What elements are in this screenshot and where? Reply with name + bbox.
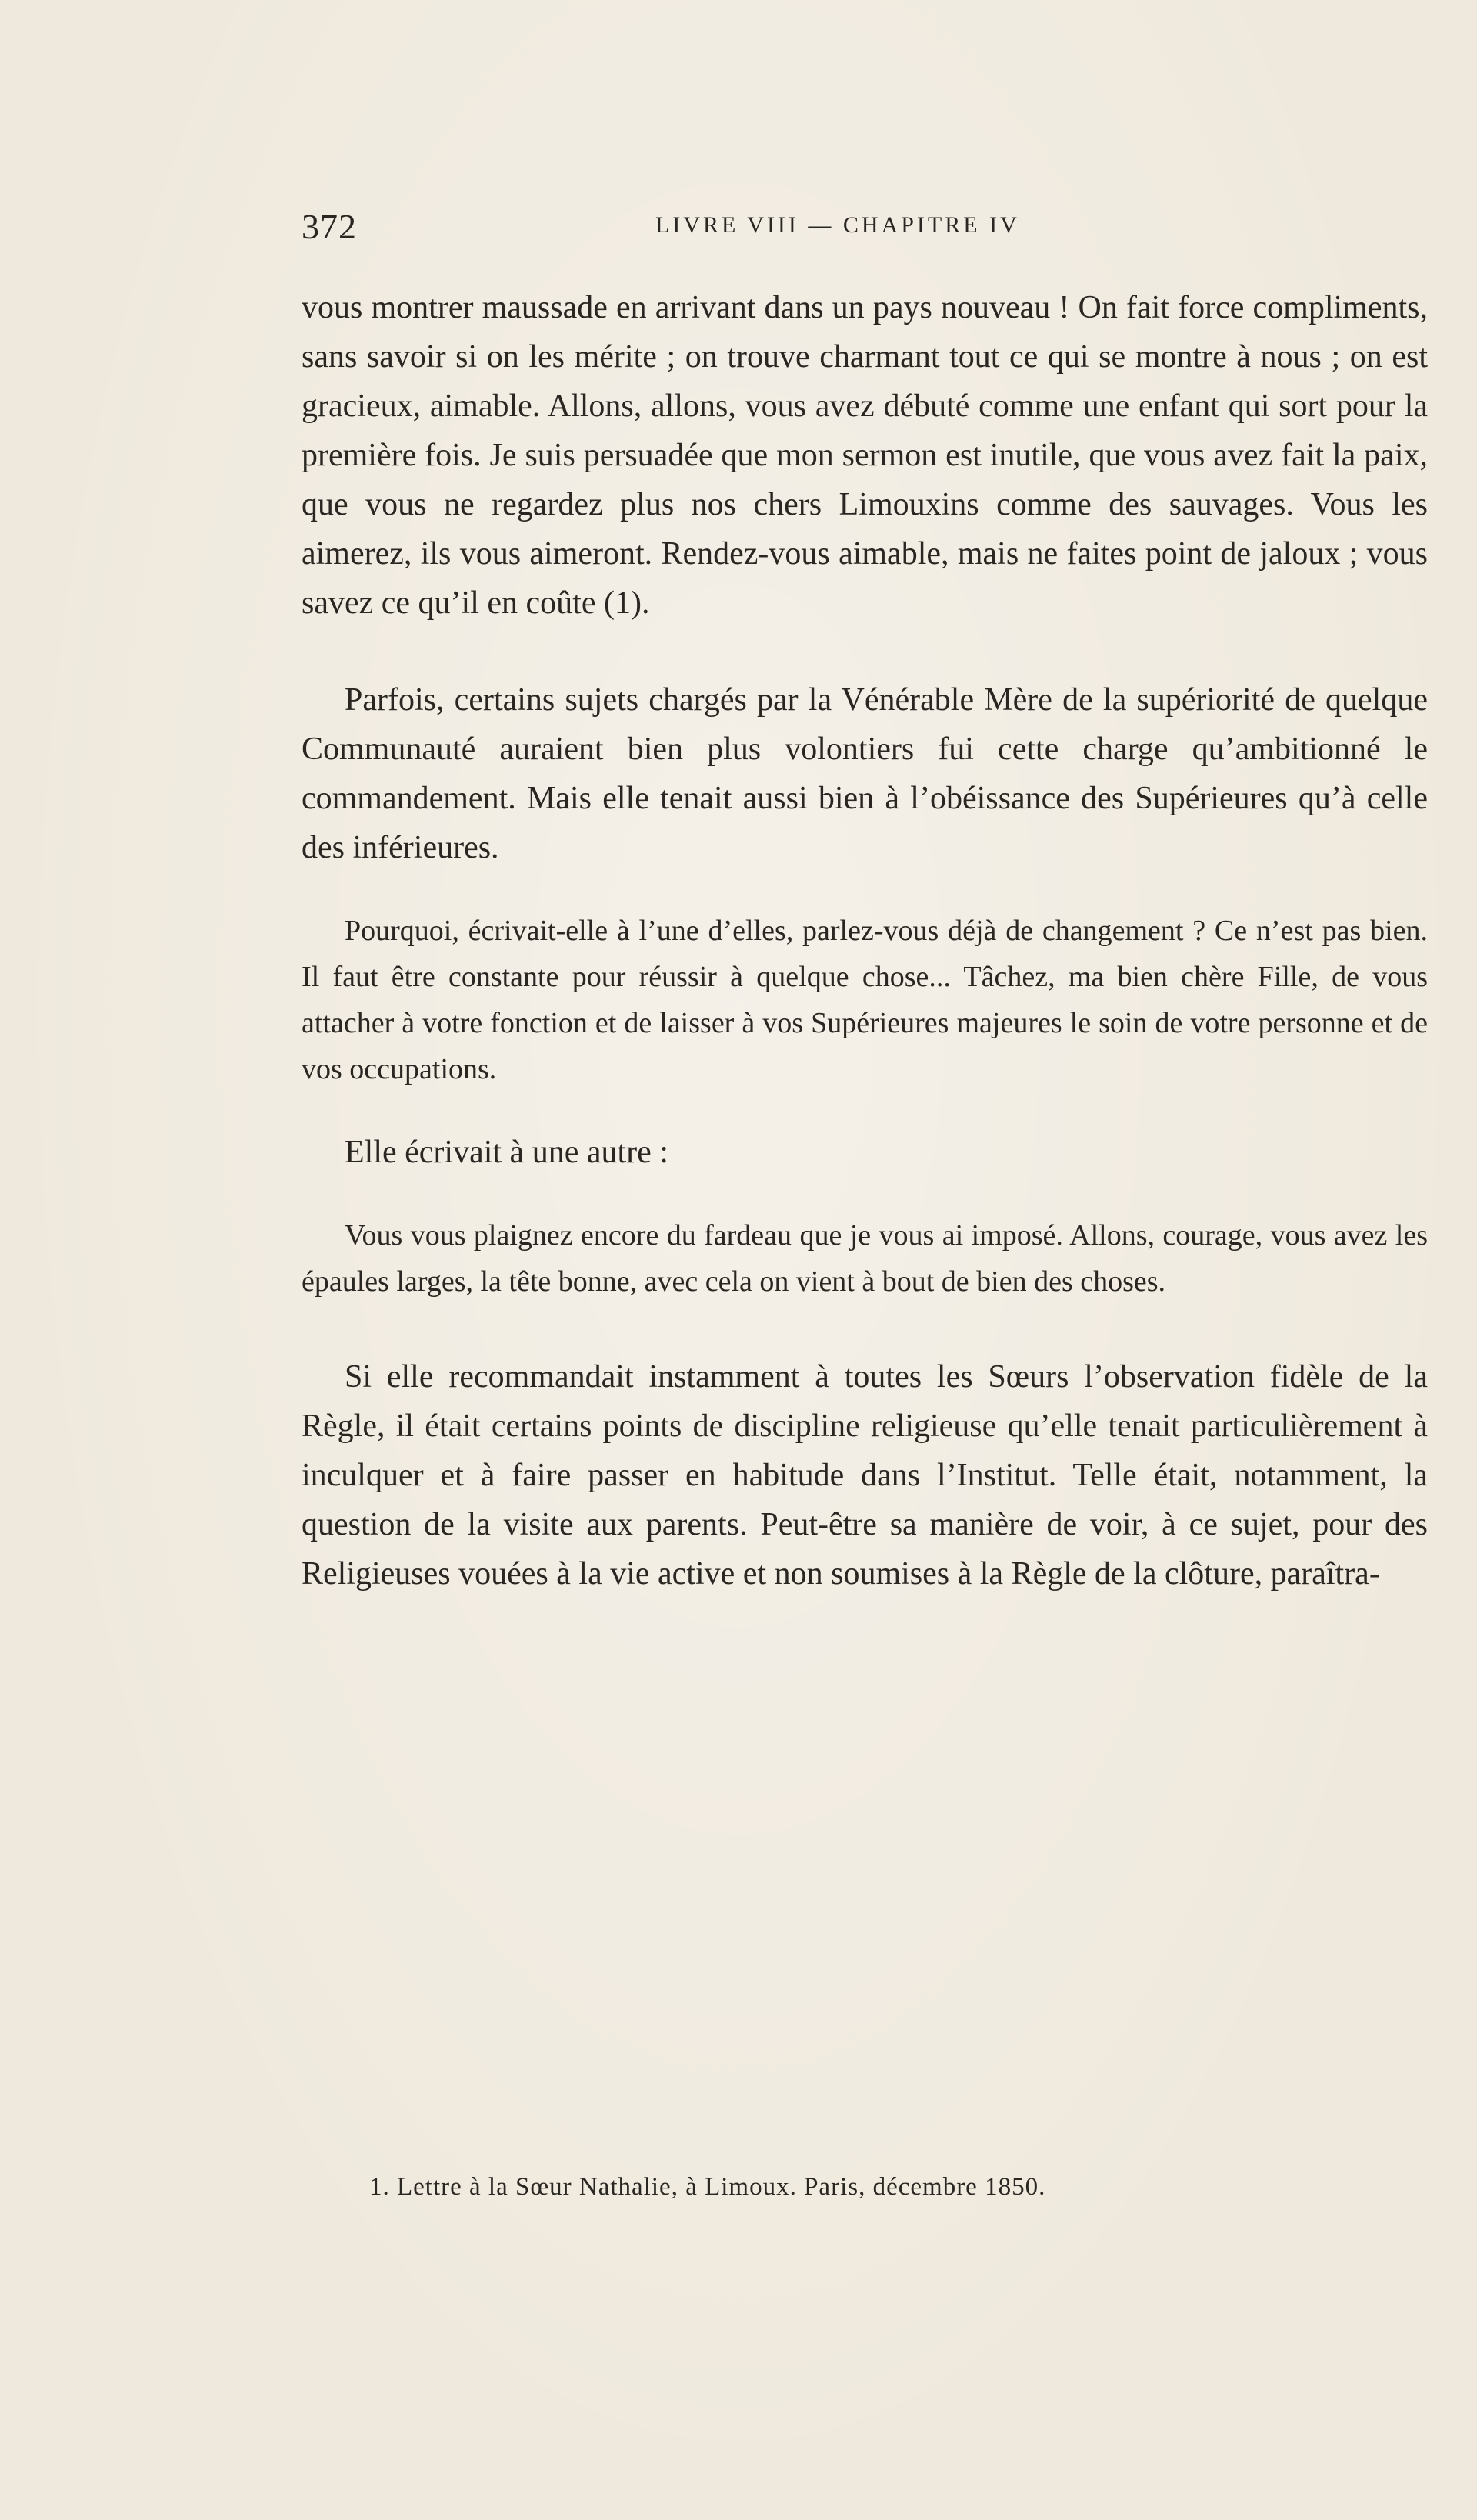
paragraph: Elle écrivait à une autre : [345,1135,668,1170]
paragraph: Parfois, certains sujets chargés par la Vénérable Mère de la supériorité de quelque Communauté auraient bien plus volontiers fui cette charge qu’ambitionné le commandement. Mais elle tenait aussi bien à l’obéissance des Supérieures qu’à celle des inférieures. [302,682,1428,865]
page-number: 372 [302,207,357,246]
paragraph: Si elle recommandait instamment à toutes les Sœurs l’observation fidèle de la Règle, il était certains points de discipline religieuse qu’elle tenait particulièrement à inculquer et à faire passer en habitude dans l’Institut. Telle était, notamment, la question de la visite aux parents. Peut-être sa manière de voir, à ce sujet, pour des Religieuses vouées à la vie active et non soumises à la Règle de la clôture, paraîtra- [302,1359,1428,1592]
body-text [302,283,1428,1598]
footnote: 1. Lettre à la Sœur Nathalie, à Limoux. Paris, décembre 1850. [369,2173,1046,2201]
quoted-letter: Vous vous plaignez encore du fardeau que je vous ai imposé. Allons, courage, vous avez les épaules larges, la tête bonne, avec cela on vient à bout de bien des choses. [302,1219,1428,1298]
paragraph-continuation: vous montrer maussade en arrivant dans un pays nouveau ! On fait force compliments, sans savoir si on les mérite ; on trouve charmant tout ce qui se montre à nous ; on est gracieux, aimable. Allons, allons, vous avez débuté comme une enfant qui sort pour la première fois. Je suis persuadée que mon sermon est inutile, que vous avez fait la paix, que vous ne regardez plus nos chers Limouxins comme des sauvages. Vous les aimerez, ils vous aimeront. Rendez-vous aimable, mais ne faites point de jaloux ; vous savez ce qu’il en coûte (1). [302,290,1428,621]
quoted-letter: Pourquoi, écrivait-elle à l’une d’elles, parlez-vous déjà de changement ? Ce n’est pas bien. Il faut être constante pour réussir à quelque chose... Tâchez, ma bien chère Fille, de vous attacher à votre fonction et de laisser à vos Supérieures majeures le soin de votre personne et de vos occupations. [302,915,1428,1085]
running-head: LIVRE VIII — CHAPITRE IV [655,212,1020,238]
page-header [302,206,1425,252]
